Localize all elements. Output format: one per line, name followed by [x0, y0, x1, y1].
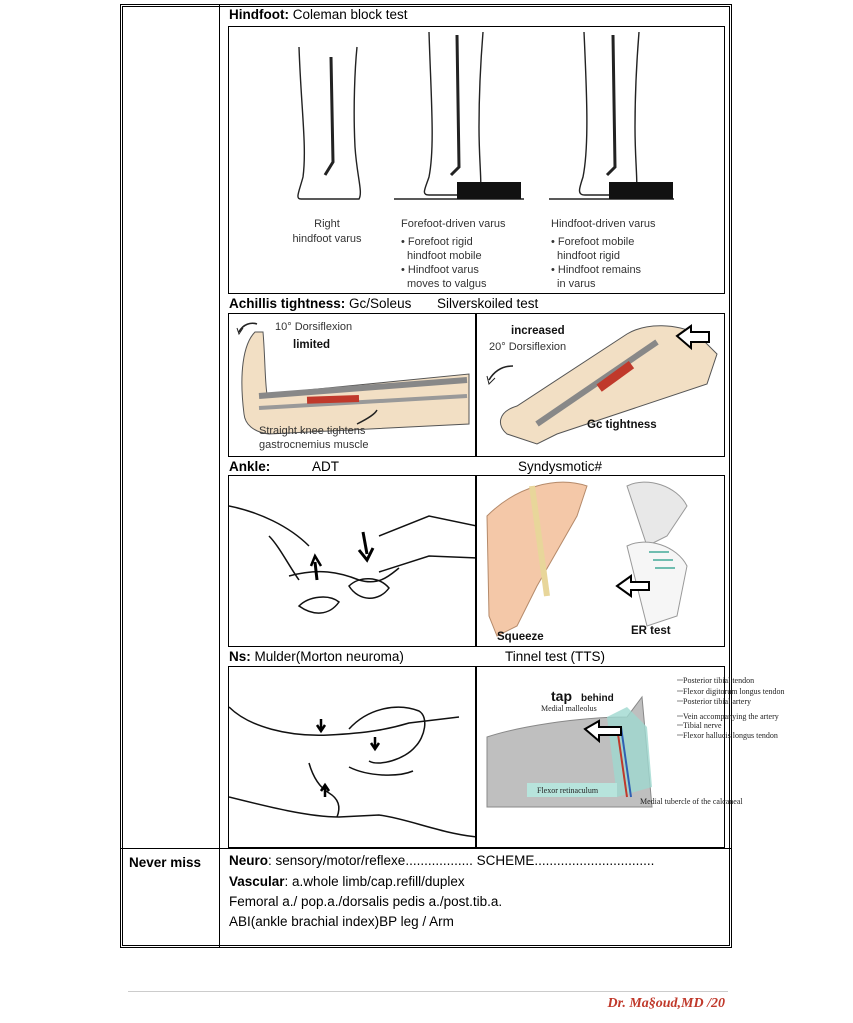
syndesmotic-figure [476, 475, 725, 647]
col1-line1: Right [314, 218, 340, 230]
anatomy-label-list [677, 676, 827, 746]
adt-figure [228, 475, 476, 647]
medial-malleolus-label: Medial malleolus [541, 704, 597, 713]
achilles-straight-knee-figure [228, 313, 476, 457]
col2-item: hindfoot mobile [407, 250, 482, 262]
vascular-line: Vascular: a.whole limb/cap.refill/duplex [229, 874, 465, 889]
medial-tubercle-label: Medial tubercle of the calcaneal [640, 797, 743, 806]
neuro-line: Neuro: sensory/motor/reflexe.................. SCHEME................................ [229, 853, 655, 868]
achilles-left-line1: 10° Dorsiflexion [275, 321, 353, 333]
col3-item: • Forefoot mobile [551, 236, 635, 248]
footer-divider [128, 991, 728, 992]
col2-item: • Forefoot rigid [401, 236, 473, 248]
col3-title: Hindfoot-driven varus [551, 218, 656, 230]
achilles-right-note: Gc tightness [587, 419, 657, 431]
footer-signature: Dr. Ma§oud,MD /20 [607, 996, 725, 1011]
ankle-heading: Ankle: [229, 459, 271, 474]
ns-heading: Ns: Mulder(Morton neuroma) [229, 649, 404, 664]
achilles-right-line1: increased [511, 325, 565, 337]
achilles-bent-knee-figure [476, 313, 725, 457]
anatomy-label: Posterior tibial artery [683, 697, 751, 706]
adt-heading: ADT [312, 459, 339, 474]
col2-title: Forefoot-driven varus [401, 218, 506, 230]
anatomy-label: Flexor digitorum longus tendon [683, 687, 785, 696]
col2-item: • Hindfoot varus [401, 264, 479, 276]
col1-line2: hindfoot varus [292, 233, 362, 245]
col2-item: moves to valgus [407, 278, 487, 290]
er-test-label: ER test [631, 625, 671, 637]
coleman-block-figure [228, 26, 725, 294]
achilles-right-line2: 20° Dorsiflexion [489, 341, 567, 353]
medial-tubercle-callout [640, 794, 790, 808]
achilles-left-line2: limited [293, 339, 331, 351]
squeeze-label: Squeeze [497, 631, 544, 643]
anatomy-label: Tibial nerve [683, 721, 722, 730]
syndesmotic-heading: Syndysmotic# [518, 459, 603, 474]
tinnel-heading: Tinnel test (TTS) [505, 649, 606, 664]
achilles-left-note1: Straight knee tightens [259, 425, 366, 437]
left-column [120, 4, 220, 948]
mulder-figure [228, 666, 476, 848]
col3-item: • Hindfoot remains [551, 264, 642, 276]
anatomy-label: Posterior tibial tendon [683, 676, 755, 685]
never-miss-label: Never miss [129, 855, 202, 870]
anatomy-label: Vein accompanying the artery [683, 712, 779, 721]
col3-item: in varus [557, 278, 596, 290]
tap-label: tap [551, 688, 572, 704]
achilles-heading: Achillis tightness: Gc/Soleus [229, 296, 412, 311]
silverskiold-heading: Silverskoiled test [437, 296, 539, 311]
flexor-retinaculum-label: Flexor retinaculum [537, 786, 599, 795]
hindfoot-heading: Hindfoot: Coleman block test [229, 7, 408, 22]
behind-label: behind [581, 693, 614, 704]
row-divider [120, 848, 732, 849]
abi-line: ABI(ankle brachial index)BP leg / Arm [229, 914, 454, 929]
achilles-left-note2: gastrocnemius muscle [259, 439, 369, 451]
pulses-line: Femoral a./ pop.a./dorsalis pedis a./post.tib.a. [229, 894, 503, 909]
anatomy-label: Flexor hallucis longus tendon [683, 731, 778, 740]
col3-item: hindfoot rigid [557, 250, 620, 262]
